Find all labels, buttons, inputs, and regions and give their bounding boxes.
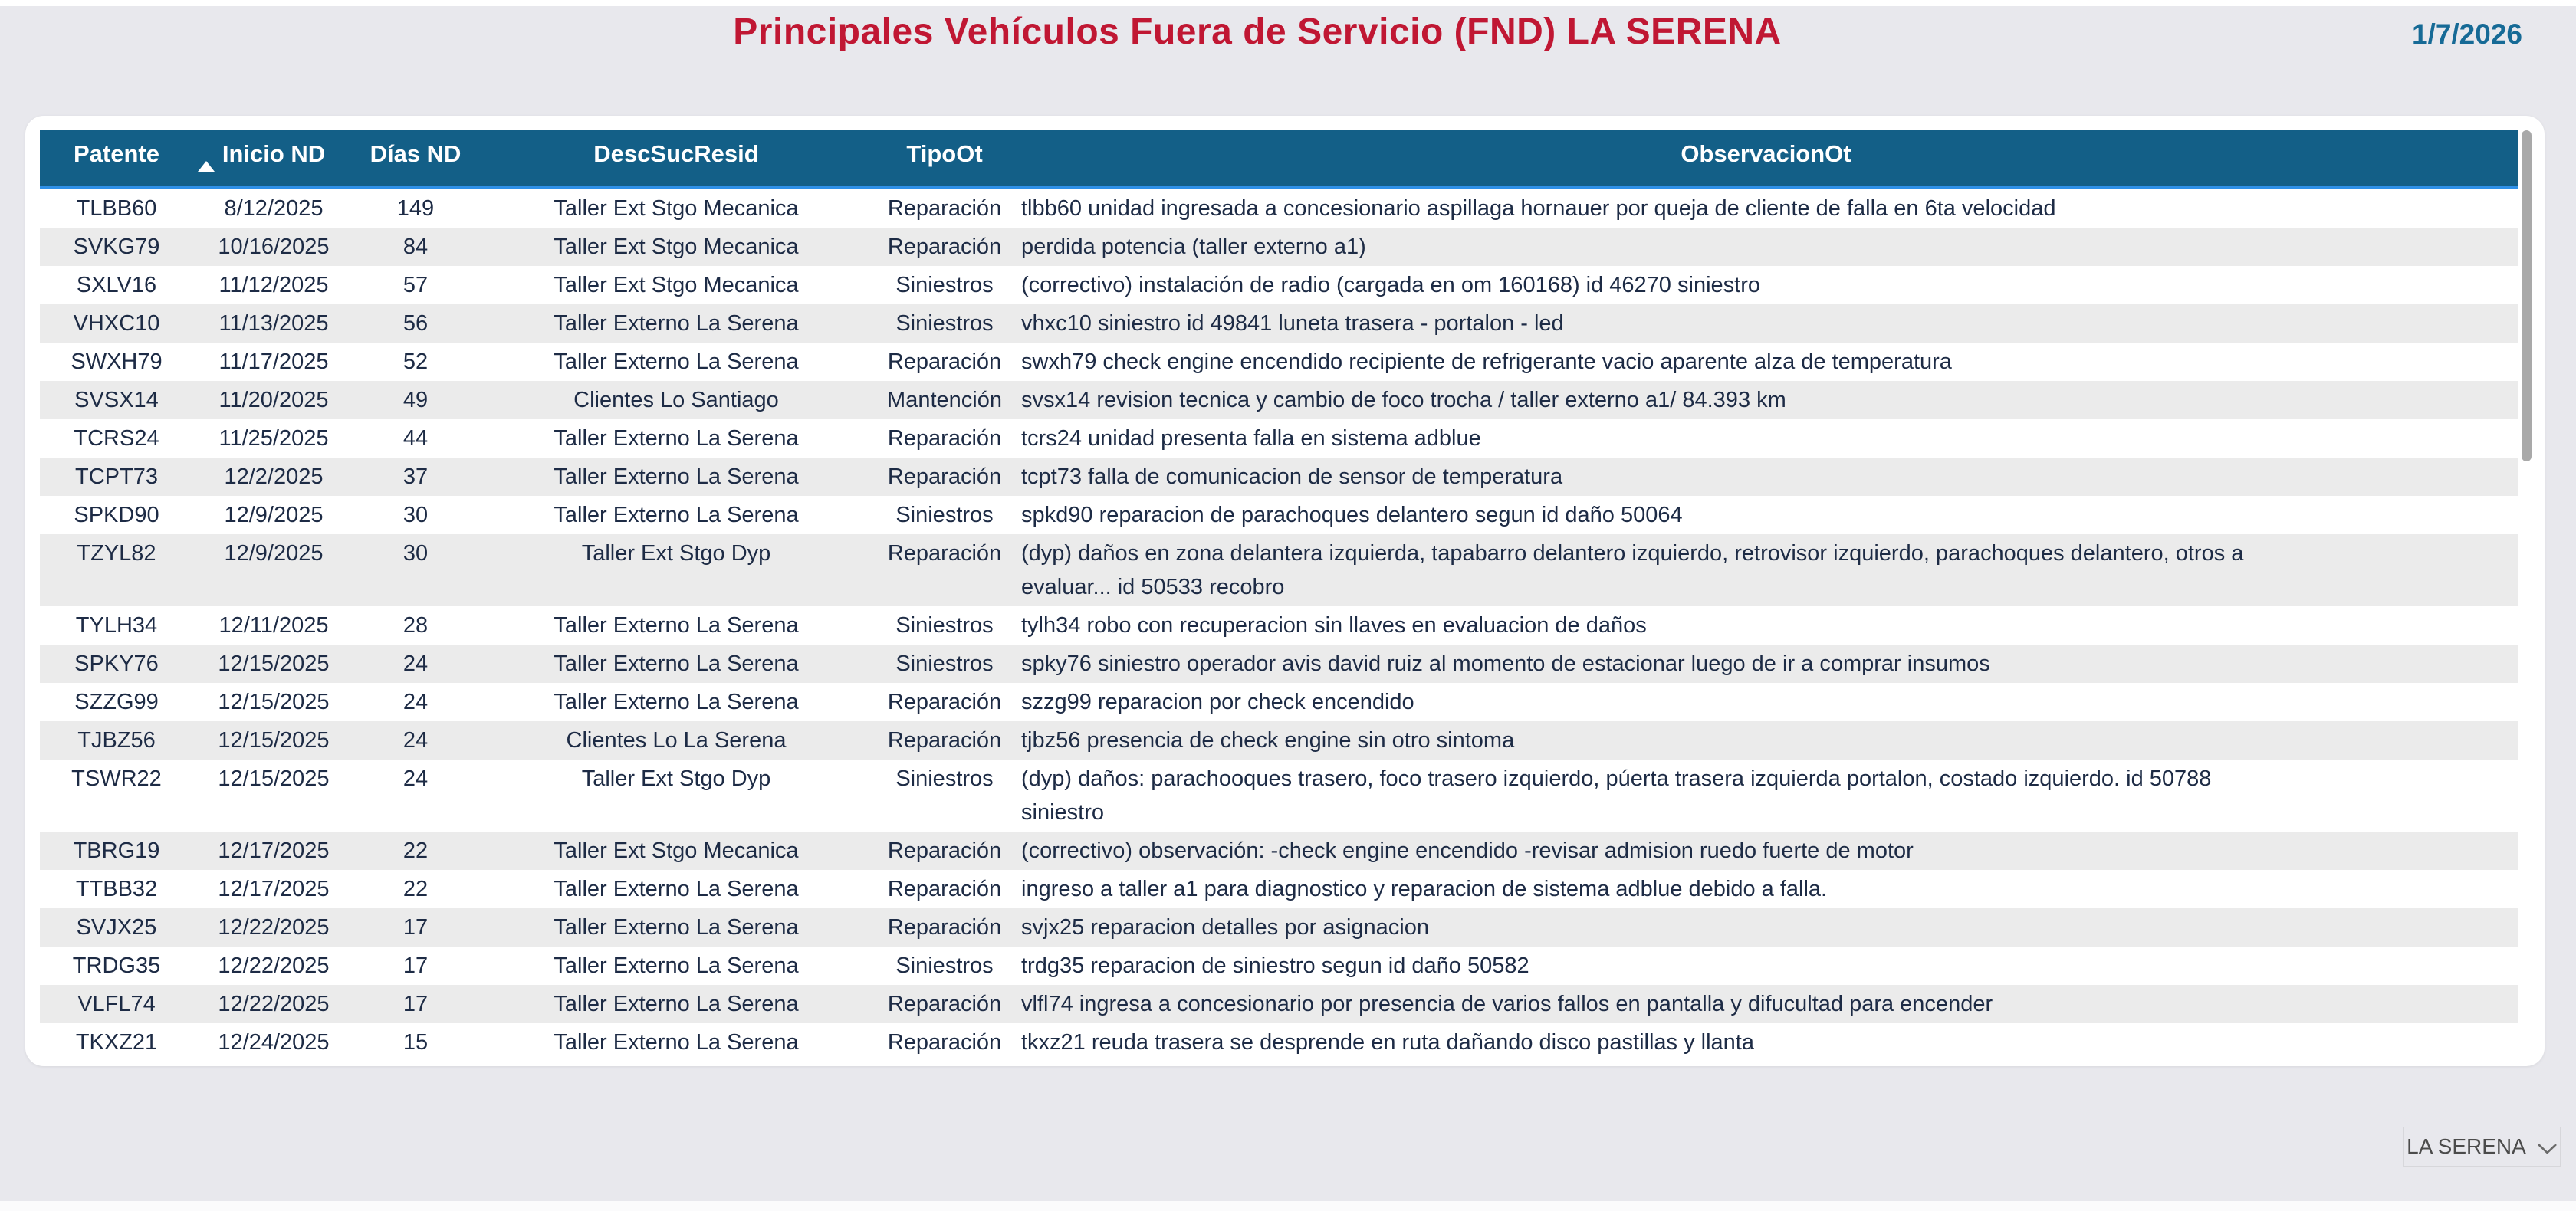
table-row bbox=[40, 1023, 2518, 1062]
cell-inicio-nd: 12/15/2025 bbox=[218, 651, 330, 676]
cell-desc-suc-resid: Taller Externo La Serena bbox=[554, 690, 799, 714]
cell-observacion-ot bbox=[1014, 304, 2518, 343]
cell-tipo-ot: Siniestros bbox=[895, 766, 994, 791]
column-header-inicio-nd[interactable] bbox=[193, 140, 354, 176]
cell-inicio-nd: 12/22/2025 bbox=[218, 992, 330, 1016]
cell-patente: SVKG79 bbox=[73, 235, 160, 259]
cell-tipo-ot: Reparación bbox=[887, 690, 1002, 714]
cell-dias-nd: 44 bbox=[402, 426, 429, 451]
cell-patente: TCRS24 bbox=[74, 426, 159, 451]
cell-tipo-ot: Siniestros bbox=[895, 503, 994, 527]
cell-patente: TZYL82 bbox=[77, 541, 156, 566]
page-title: Principales Vehículos Fuera de Servicio (FND) LA SERENA bbox=[733, 11, 1782, 52]
cell-observacion-ot bbox=[1014, 870, 2518, 908]
cell-desc-suc-resid: Taller Externo La Serena bbox=[554, 503, 799, 527]
cell-desc-suc-resid: Taller Ext Stgo Dyp bbox=[581, 766, 771, 791]
column-header-observacionot[interactable]: ObservacionOt bbox=[1681, 140, 1852, 167]
column-header-patente[interactable]: Patente bbox=[74, 140, 159, 167]
cell-patente: SZZG99 bbox=[74, 690, 159, 714]
cell-dias-nd: 149 bbox=[396, 196, 435, 221]
cell-desc-suc-resid: Taller Ext Stgo Mecanica bbox=[554, 235, 799, 259]
vertical-scrollbar-thumb[interactable] bbox=[2522, 130, 2532, 461]
table-row bbox=[40, 908, 2518, 947]
cell-inicio-nd: 11/12/2025 bbox=[219, 273, 329, 297]
cell-patente: TLBB60 bbox=[76, 196, 157, 221]
cell-desc-suc-resid: Taller Externo La Serena bbox=[554, 613, 799, 638]
cell-dias-nd: 17 bbox=[402, 915, 429, 940]
cell-dias-nd: 22 bbox=[402, 877, 429, 901]
cell-patente: TJBZ56 bbox=[77, 728, 156, 753]
cell-dias-nd: 24 bbox=[402, 766, 429, 791]
column-header-inicio-nd-label: Inicio ND bbox=[222, 140, 326, 167]
cell-desc-suc-resid: Taller Externo La Serena bbox=[554, 464, 799, 489]
column-header-dias-nd[interactable]: Días ND bbox=[370, 140, 462, 167]
cell-tipo-ot: Reparación bbox=[887, 235, 1002, 259]
cell-observacion-ot bbox=[1014, 419, 2518, 458]
observation-text: tjbz56 presencia de check engine sin otro sintoma bbox=[1021, 728, 1515, 753]
cell-desc-suc-resid: Taller Externo La Serena bbox=[554, 915, 799, 940]
cell-dias-nd: 28 bbox=[402, 613, 429, 638]
cell-dias-nd: 56 bbox=[402, 311, 429, 336]
observation-text: svsx14 revision tecnica y cambio de foco trocha / taller externo a1/ 84.393 km bbox=[1021, 388, 1786, 412]
cell-desc-suc-resid: Taller Ext Stgo Mecanica bbox=[554, 839, 799, 863]
observation-text: vlfl74 ingresa a concesionario por presencia de varios fallos en pantalla y difucultad para encender bbox=[1021, 992, 1993, 1016]
table-row bbox=[40, 985, 2518, 1023]
cell-observacion-ot bbox=[1014, 496, 2518, 534]
cell-dias-nd: 84 bbox=[402, 235, 429, 259]
table-row bbox=[40, 458, 2518, 496]
cell-dias-nd: 24 bbox=[402, 728, 429, 753]
cell-patente: TYLH34 bbox=[75, 613, 158, 638]
vehicles-table bbox=[40, 130, 2518, 1062]
cell-observacion-ot bbox=[1014, 458, 2518, 496]
column-header-tipoot[interactable]: TipoOt bbox=[906, 140, 983, 167]
observation-text: (dyp) daños en zona delantera izquierda, tapabarro delantero izquierdo, retrovisor izquierdo, parachoques delantero, otros a evaluar... id 50533 recobro bbox=[1021, 541, 2244, 599]
cell-inicio-nd: 12/2/2025 bbox=[224, 464, 324, 489]
cell-observacion-ot bbox=[1014, 343, 2518, 381]
cell-patente: TCPT73 bbox=[75, 464, 158, 489]
cell-dias-nd: 30 bbox=[402, 541, 429, 566]
cell-inicio-nd: 12/15/2025 bbox=[218, 728, 330, 753]
observation-text: tkxz21 reuda trasera se desprende en ruta dañando disco pastillas y llanta bbox=[1021, 1030, 1754, 1055]
cell-observacion-ot bbox=[1014, 266, 2518, 304]
cell-inicio-nd: 12/9/2025 bbox=[224, 503, 324, 527]
cell-patente: TTBB32 bbox=[75, 877, 158, 901]
cell-tipo-ot: Siniestros bbox=[895, 311, 994, 336]
observation-text: szzg99 reparacion por check encendido bbox=[1021, 690, 1414, 714]
cell-desc-suc-resid: Taller Ext Stgo Mecanica bbox=[554, 273, 799, 297]
observation-text: tcrs24 unidad presenta falla en sistema adblue bbox=[1021, 426, 1481, 451]
cell-desc-suc-resid: Taller Externo La Serena bbox=[554, 426, 799, 451]
cell-tipo-ot: Reparación bbox=[887, 915, 1002, 940]
cell-inicio-nd: 12/15/2025 bbox=[218, 690, 330, 714]
table-row bbox=[40, 870, 2518, 908]
cell-dias-nd: 17 bbox=[402, 992, 429, 1016]
table-row bbox=[40, 645, 2518, 683]
report-date: 1/7/2026 bbox=[2411, 18, 2522, 50]
observation-text: tlbb60 unidad ingresada a concesionario aspillaga hornauer por queja de cliente de falla en 6ta velocidad bbox=[1021, 196, 2056, 221]
cell-tipo-ot: Siniestros bbox=[895, 613, 994, 638]
cell-desc-suc-resid: Taller Externo La Serena bbox=[554, 992, 799, 1016]
cell-patente: TBRG19 bbox=[73, 839, 160, 863]
cell-tipo-ot: Reparación bbox=[887, 1030, 1002, 1055]
cell-tipo-ot: Reparación bbox=[887, 541, 1002, 566]
table-body bbox=[40, 189, 2518, 1062]
table-row bbox=[40, 381, 2518, 419]
cell-tipo-ot: Reparación bbox=[887, 426, 1002, 451]
observation-text: (dyp) daños: parachooques trasero, foco trasero izquierdo, púerta trasera izquierda portalon, costado izquierdo. id 50788 siniestro bbox=[1021, 766, 2212, 825]
cell-desc-suc-resid: Taller Externo La Serena bbox=[554, 953, 799, 978]
cell-observacion-ot bbox=[1014, 228, 2518, 266]
cell-tipo-ot: Reparación bbox=[887, 992, 1002, 1016]
cell-desc-suc-resid: Taller Externo La Serena bbox=[554, 877, 799, 901]
cell-observacion-ot bbox=[1014, 1023, 2518, 1062]
cell-observacion-ot bbox=[1014, 645, 2518, 683]
cell-tipo-ot: Siniestros bbox=[895, 273, 994, 297]
cell-dias-nd: 22 bbox=[402, 839, 429, 863]
cell-tipo-ot: Reparación bbox=[887, 877, 1002, 901]
cell-tipo-ot: Reparación bbox=[887, 839, 1002, 863]
cell-observacion-ot bbox=[1014, 381, 2518, 419]
cell-desc-suc-resid: Taller Ext Stgo Mecanica bbox=[554, 196, 799, 221]
observation-text: perdida potencia (taller externo a1) bbox=[1021, 235, 1366, 259]
cell-inicio-nd: 11/25/2025 bbox=[219, 426, 329, 451]
cell-inicio-nd: 11/13/2025 bbox=[219, 311, 329, 336]
cell-inicio-nd: 12/17/2025 bbox=[218, 839, 330, 863]
cell-patente: VHXC10 bbox=[73, 311, 160, 336]
cell-dias-nd: 15 bbox=[402, 1030, 429, 1055]
cell-inicio-nd: 8/12/2025 bbox=[224, 196, 324, 221]
window-top-edge bbox=[0, 0, 2576, 6]
observation-text: vhxc10 siniestro id 49841 luneta trasera - portalon - led bbox=[1021, 311, 1564, 336]
chevron-down-icon bbox=[2537, 1142, 2558, 1155]
cell-desc-suc-resid: Taller Externo La Serena bbox=[554, 311, 799, 336]
cell-dias-nd: 52 bbox=[402, 350, 429, 374]
observation-text: trdg35 reparacion de siniestro segun id daño 50582 bbox=[1021, 953, 1530, 978]
cell-observacion-ot bbox=[1014, 721, 2518, 760]
observation-text: (correctivo) observación: -check engine encendido -revisar admision ruedo fuerte de motor bbox=[1021, 839, 1914, 863]
table-row bbox=[40, 721, 2518, 760]
cell-patente: TKXZ21 bbox=[75, 1030, 158, 1055]
observation-text: tylh34 robo con recuperacion sin llaves en evaluacion de daños bbox=[1021, 613, 1647, 638]
cell-desc-suc-resid: Taller Externo La Serena bbox=[554, 651, 799, 676]
table-row bbox=[40, 760, 2518, 832]
observation-text: spky76 siniestro operador avis david ruiz al momento de estacionar luego de ir a comprar insumos bbox=[1021, 651, 1990, 676]
cell-observacion-ot bbox=[1014, 832, 2518, 870]
cell-patente: TRDG35 bbox=[72, 953, 161, 978]
region-dropdown[interactable] bbox=[2404, 1127, 2561, 1167]
cell-inicio-nd: 12/24/2025 bbox=[218, 1030, 330, 1055]
table-row bbox=[40, 343, 2518, 381]
cell-desc-suc-resid: Clientes Lo Santiago bbox=[573, 388, 779, 412]
cell-inicio-nd: 10/16/2025 bbox=[218, 235, 330, 259]
cell-tipo-ot: Reparación bbox=[887, 196, 1002, 221]
cell-tipo-ot: Siniestros bbox=[895, 651, 994, 676]
cell-desc-suc-resid: Taller Externo La Serena bbox=[554, 1030, 799, 1055]
cell-patente: VLFL74 bbox=[77, 992, 156, 1016]
cell-tipo-ot: Reparación bbox=[887, 464, 1002, 489]
cell-dias-nd: 24 bbox=[402, 690, 429, 714]
cell-patente: SXLV16 bbox=[76, 273, 157, 297]
table-row bbox=[40, 606, 2518, 645]
cell-tipo-ot: Reparación bbox=[887, 728, 1002, 753]
region-dropdown-value: LA SERENA bbox=[2407, 1134, 2526, 1158]
sort-ascending-icon bbox=[198, 161, 215, 172]
cell-inicio-nd: 12/11/2025 bbox=[219, 613, 329, 638]
cell-patente: TSWR22 bbox=[71, 766, 162, 791]
cell-inicio-nd: 12/22/2025 bbox=[218, 953, 330, 978]
cell-desc-suc-resid: Taller Externo La Serena bbox=[554, 350, 799, 374]
observation-text: tcpt73 falla de comunicacion de sensor de temperatura bbox=[1021, 464, 1563, 489]
cell-patente: SVSX14 bbox=[74, 388, 159, 412]
table-row bbox=[40, 496, 2518, 534]
window-bottom-edge bbox=[0, 1201, 2576, 1211]
cell-patente: SWXH79 bbox=[71, 350, 163, 374]
cell-dias-nd: 49 bbox=[402, 388, 429, 412]
cell-dias-nd: 37 bbox=[402, 464, 429, 489]
observation-text: ingreso a taller a1 para diagnostico y reparacion de sistema adblue debido a falla. bbox=[1021, 877, 1828, 901]
cell-desc-suc-resid: Taller Ext Stgo Dyp bbox=[581, 541, 771, 566]
observation-text: swxh79 check engine encendido recipiente de refrigerante vacio aparente alza de temperatura bbox=[1021, 350, 1952, 374]
cell-dias-nd: 57 bbox=[402, 273, 429, 297]
cell-patente: SPKY76 bbox=[74, 651, 159, 676]
cell-tipo-ot: Mantención bbox=[887, 388, 1002, 412]
cell-observacion-ot bbox=[1014, 908, 2518, 947]
table-row bbox=[40, 419, 2518, 458]
cell-tipo-ot: Reparación bbox=[887, 350, 1002, 374]
observation-text: spkd90 reparacion de parachoques delantero segun id daño 50064 bbox=[1021, 503, 1683, 527]
table-row bbox=[40, 947, 2518, 985]
table-row bbox=[40, 304, 2518, 343]
table-row bbox=[40, 189, 2518, 228]
cell-observacion-ot bbox=[1014, 985, 2518, 1023]
cell-dias-nd: 24 bbox=[402, 651, 429, 676]
observation-text: (correctivo) instalación de radio (cargada en om 160168) id 46270 siniestro bbox=[1021, 273, 1760, 297]
table-row bbox=[40, 683, 2518, 721]
cell-tipo-ot: Siniestros bbox=[895, 953, 994, 978]
cell-inicio-nd: 12/9/2025 bbox=[224, 541, 324, 566]
cell-inicio-nd: 12/17/2025 bbox=[218, 877, 330, 901]
table-row bbox=[40, 832, 2518, 870]
cell-observacion-ot bbox=[1014, 189, 2518, 228]
cell-dias-nd: 17 bbox=[402, 953, 429, 978]
cell-desc-suc-resid: Clientes Lo La Serena bbox=[566, 728, 787, 753]
table-row bbox=[40, 534, 2518, 606]
table-row bbox=[40, 266, 2518, 304]
cell-observacion-ot bbox=[1014, 760, 2518, 832]
cell-observacion-ot bbox=[1014, 683, 2518, 721]
table-visual-card bbox=[25, 116, 2545, 1066]
cell-dias-nd: 30 bbox=[402, 503, 429, 527]
cell-patente: SVJX25 bbox=[76, 915, 157, 940]
cell-inicio-nd: 11/20/2025 bbox=[219, 388, 329, 412]
cell-inicio-nd: 12/22/2025 bbox=[218, 915, 330, 940]
cell-observacion-ot bbox=[1014, 947, 2518, 985]
table-row bbox=[40, 228, 2518, 266]
table-header-row bbox=[40, 130, 2518, 189]
cell-patente: SPKD90 bbox=[74, 503, 159, 527]
cell-inicio-nd: 11/17/2025 bbox=[219, 350, 329, 374]
column-header-descsucresid[interactable]: DescSucResid bbox=[593, 140, 759, 167]
observation-text: svjx25 reparacion detalles por asignacion bbox=[1021, 915, 1429, 940]
cell-observacion-ot bbox=[1014, 534, 2518, 606]
cell-inicio-nd: 12/15/2025 bbox=[218, 766, 330, 791]
cell-observacion-ot bbox=[1014, 606, 2518, 645]
